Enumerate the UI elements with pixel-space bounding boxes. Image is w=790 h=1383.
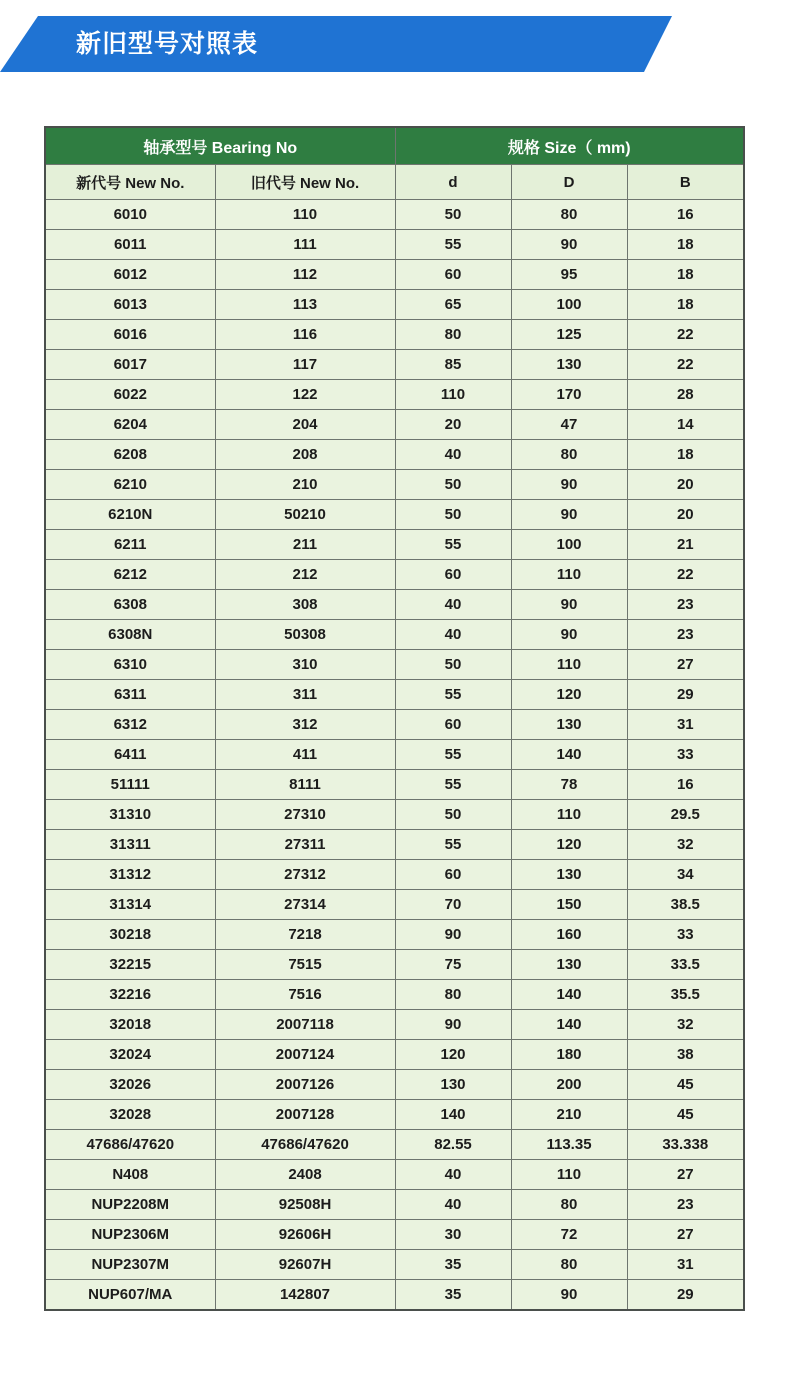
cell-d: 120	[395, 1040, 511, 1070]
cell-D: 90	[511, 230, 627, 260]
cell-B: 22	[627, 560, 744, 590]
cell-old-no: 92607H	[215, 1250, 395, 1280]
cell-D: 200	[511, 1070, 627, 1100]
cell-D: 95	[511, 260, 627, 290]
cell-new-no: 31310	[45, 800, 215, 830]
cell-B: 38	[627, 1040, 744, 1070]
cell-B: 16	[627, 770, 744, 800]
cell-d: 140	[395, 1100, 511, 1130]
cell-new-no: 6011	[45, 230, 215, 260]
cell-old-no: 204	[215, 410, 395, 440]
table-row	[45, 1040, 744, 1070]
table-row	[45, 740, 744, 770]
table-row	[45, 800, 744, 830]
cell-old-no: 2007118	[215, 1010, 395, 1040]
header-old-no: 旧代号 New No.	[215, 165, 395, 200]
cell-d: 55	[395, 230, 511, 260]
cell-new-no: 6310	[45, 650, 215, 680]
cell-old-no: 411	[215, 740, 395, 770]
table-row	[45, 1280, 744, 1311]
cell-new-no: 32018	[45, 1010, 215, 1040]
cell-new-no: 32024	[45, 1040, 215, 1070]
cell-B: 14	[627, 410, 744, 440]
table-row	[45, 830, 744, 860]
bearing-comparison-table	[44, 126, 745, 1311]
cell-new-no: 32216	[45, 980, 215, 1010]
cell-d: 40	[395, 440, 511, 470]
cell-D: 90	[511, 500, 627, 530]
cell-B: 32	[627, 1010, 744, 1040]
cell-B: 18	[627, 260, 744, 290]
cell-new-no: 6211	[45, 530, 215, 560]
cell-B: 22	[627, 350, 744, 380]
cell-B: 29.5	[627, 800, 744, 830]
cell-B: 18	[627, 290, 744, 320]
table-row	[45, 1100, 744, 1130]
table-row	[45, 860, 744, 890]
table-row	[45, 1070, 744, 1100]
cell-d: 80	[395, 980, 511, 1010]
cell-new-no: 6308	[45, 590, 215, 620]
cell-old-no: 117	[215, 350, 395, 380]
group-header-row	[45, 127, 744, 165]
table-body	[45, 200, 744, 1311]
cell-B: 34	[627, 860, 744, 890]
table-row	[45, 770, 744, 800]
cell-B: 38.5	[627, 890, 744, 920]
cell-d: 30	[395, 1220, 511, 1250]
cell-B: 23	[627, 1190, 744, 1220]
cell-old-no: 2007124	[215, 1040, 395, 1070]
cell-d: 65	[395, 290, 511, 320]
cell-old-no: 7516	[215, 980, 395, 1010]
cell-D: 90	[511, 590, 627, 620]
cell-d: 40	[395, 590, 511, 620]
cell-d: 50	[395, 500, 511, 530]
cell-D: 210	[511, 1100, 627, 1130]
cell-old-no: 212	[215, 560, 395, 590]
cell-old-no: 2007126	[215, 1070, 395, 1100]
cell-d: 50	[395, 470, 511, 500]
cell-old-no: 211	[215, 530, 395, 560]
table-row	[45, 200, 744, 230]
table-row	[45, 260, 744, 290]
cell-d: 40	[395, 620, 511, 650]
cell-B: 23	[627, 620, 744, 650]
cell-B: 28	[627, 380, 744, 410]
cell-new-no: 51111	[45, 770, 215, 800]
cell-old-no: 7515	[215, 950, 395, 980]
cell-D: 125	[511, 320, 627, 350]
cell-old-no: 50308	[215, 620, 395, 650]
cell-new-no: NUP607/MA	[45, 1280, 215, 1311]
header-bearing-no: 轴承型号 Bearing No	[45, 127, 395, 165]
cell-old-no: 312	[215, 710, 395, 740]
cell-new-no: 6022	[45, 380, 215, 410]
cell-B: 27	[627, 650, 744, 680]
header-d: d	[395, 165, 511, 200]
cell-D: 120	[511, 680, 627, 710]
cell-d: 70	[395, 890, 511, 920]
cell-B: 22	[627, 320, 744, 350]
cell-d: 55	[395, 740, 511, 770]
table-row	[45, 560, 744, 590]
cell-new-no: 6411	[45, 740, 215, 770]
table-row	[45, 890, 744, 920]
cell-old-no: 142807	[215, 1280, 395, 1311]
table-row	[45, 650, 744, 680]
cell-new-no: 6312	[45, 710, 215, 740]
cell-D: 47	[511, 410, 627, 440]
cell-D: 140	[511, 740, 627, 770]
cell-d: 35	[395, 1250, 511, 1280]
cell-D: 130	[511, 350, 627, 380]
table-row	[45, 410, 744, 440]
cell-d: 40	[395, 1190, 511, 1220]
cell-old-no: 210	[215, 470, 395, 500]
cell-d: 20	[395, 410, 511, 440]
cell-new-no: N408	[45, 1160, 215, 1190]
table-row	[45, 620, 744, 650]
cell-d: 130	[395, 1070, 511, 1100]
cell-D: 72	[511, 1220, 627, 1250]
cell-B: 33.5	[627, 950, 744, 980]
cell-new-no: 31312	[45, 860, 215, 890]
cell-d: 80	[395, 320, 511, 350]
cell-B: 27	[627, 1220, 744, 1250]
cell-new-no: 6210	[45, 470, 215, 500]
cell-new-no: 6017	[45, 350, 215, 380]
cell-old-no: 113	[215, 290, 395, 320]
table-row	[45, 590, 744, 620]
cell-old-no: 122	[215, 380, 395, 410]
cell-D: 90	[511, 620, 627, 650]
cell-d: 50	[395, 650, 511, 680]
cell-old-no: 8111	[215, 770, 395, 800]
cell-new-no: 6311	[45, 680, 215, 710]
cell-d: 60	[395, 260, 511, 290]
cell-old-no: 47686/47620	[215, 1130, 395, 1160]
cell-B: 31	[627, 710, 744, 740]
cell-B: 21	[627, 530, 744, 560]
cell-new-no: 6012	[45, 260, 215, 290]
cell-old-no: 7218	[215, 920, 395, 950]
cell-D: 140	[511, 980, 627, 1010]
cell-d: 85	[395, 350, 511, 380]
table-row	[45, 1220, 744, 1250]
cell-B: 23	[627, 590, 744, 620]
cell-new-no: 6013	[45, 290, 215, 320]
table-row	[45, 1160, 744, 1190]
cell-D: 100	[511, 290, 627, 320]
cell-B: 18	[627, 440, 744, 470]
table-row	[45, 380, 744, 410]
cell-d: 60	[395, 710, 511, 740]
cell-old-no: 111	[215, 230, 395, 260]
table-row	[45, 920, 744, 950]
cell-D: 80	[511, 200, 627, 230]
table-row	[45, 680, 744, 710]
cell-old-no: 116	[215, 320, 395, 350]
cell-new-no: 6010	[45, 200, 215, 230]
cell-old-no: 27312	[215, 860, 395, 890]
cell-new-no: 47686/47620	[45, 1130, 215, 1160]
cell-B: 29	[627, 680, 744, 710]
cell-new-no: 6208	[45, 440, 215, 470]
cell-B: 29	[627, 1280, 744, 1311]
cell-D: 120	[511, 830, 627, 860]
cell-D: 80	[511, 440, 627, 470]
cell-d: 110	[395, 380, 511, 410]
cell-new-no: NUP2306M	[45, 1220, 215, 1250]
cell-d: 55	[395, 830, 511, 860]
cell-new-no: 32028	[45, 1100, 215, 1130]
cell-old-no: 92508H	[215, 1190, 395, 1220]
cell-d: 55	[395, 770, 511, 800]
cell-D: 130	[511, 860, 627, 890]
cell-new-no: 32215	[45, 950, 215, 980]
cell-D: 100	[511, 530, 627, 560]
cell-old-no: 27311	[215, 830, 395, 860]
cell-D: 80	[511, 1190, 627, 1220]
cell-B: 18	[627, 230, 744, 260]
cell-D: 180	[511, 1040, 627, 1070]
cell-new-no: 6308N	[45, 620, 215, 650]
cell-old-no: 311	[215, 680, 395, 710]
bearing-comparison-table-container	[44, 126, 743, 1311]
header-size: 规格 Size（ mm)	[395, 127, 744, 165]
cell-old-no: 310	[215, 650, 395, 680]
cell-d: 82.55	[395, 1130, 511, 1160]
table-row	[45, 1250, 744, 1280]
cell-B: 31	[627, 1250, 744, 1280]
header-B: B	[627, 165, 744, 200]
cell-new-no: NUP2208M	[45, 1190, 215, 1220]
cell-D: 160	[511, 920, 627, 950]
cell-old-no: 27314	[215, 890, 395, 920]
cell-old-no: 110	[215, 200, 395, 230]
table-row	[45, 950, 744, 980]
cell-old-no: 2007128	[215, 1100, 395, 1130]
cell-B: 33	[627, 920, 744, 950]
cell-B: 33	[627, 740, 744, 770]
table-row	[45, 1190, 744, 1220]
table-row	[45, 290, 744, 320]
cell-old-no: 50210	[215, 500, 395, 530]
cell-old-no: 208	[215, 440, 395, 470]
cell-d: 90	[395, 920, 511, 950]
cell-B: 20	[627, 500, 744, 530]
cell-new-no: 31311	[45, 830, 215, 860]
cell-D: 80	[511, 1250, 627, 1280]
cell-D: 130	[511, 950, 627, 980]
table-row	[45, 980, 744, 1010]
cell-B: 20	[627, 470, 744, 500]
cell-new-no: 6204	[45, 410, 215, 440]
cell-D: 110	[511, 650, 627, 680]
cell-B: 45	[627, 1100, 744, 1130]
cell-D: 113.35	[511, 1130, 627, 1160]
cell-D: 150	[511, 890, 627, 920]
cell-new-no: 32026	[45, 1070, 215, 1100]
cell-D: 170	[511, 380, 627, 410]
table-row	[45, 320, 744, 350]
table-row	[45, 230, 744, 260]
cell-D: 130	[511, 710, 627, 740]
cell-D: 110	[511, 560, 627, 590]
cell-old-no: 2408	[215, 1160, 395, 1190]
cell-old-no: 92606H	[215, 1220, 395, 1250]
cell-new-no: 6212	[45, 560, 215, 590]
cell-D: 110	[511, 1160, 627, 1190]
cell-d: 60	[395, 560, 511, 590]
table-row	[45, 1010, 744, 1040]
cell-d: 50	[395, 800, 511, 830]
cell-d: 75	[395, 950, 511, 980]
cell-B: 45	[627, 1070, 744, 1100]
cell-d: 35	[395, 1280, 511, 1311]
cell-D: 140	[511, 1010, 627, 1040]
cell-new-no: 31314	[45, 890, 215, 920]
table-row	[45, 530, 744, 560]
cell-d: 90	[395, 1010, 511, 1040]
cell-D: 90	[511, 1280, 627, 1311]
cell-B: 33.338	[627, 1130, 744, 1160]
table-row	[45, 470, 744, 500]
table-row	[45, 350, 744, 380]
cell-new-no: 30218	[45, 920, 215, 950]
cell-B: 27	[627, 1160, 744, 1190]
cell-new-no: 6016	[45, 320, 215, 350]
table-row	[45, 1130, 744, 1160]
cell-new-no: 6210N	[45, 500, 215, 530]
cell-new-no: NUP2307M	[45, 1250, 215, 1280]
cell-d: 55	[395, 680, 511, 710]
cell-B: 35.5	[627, 980, 744, 1010]
table-row	[45, 500, 744, 530]
header-D: D	[511, 165, 627, 200]
cell-D: 78	[511, 770, 627, 800]
cell-old-no: 27310	[215, 800, 395, 830]
cell-D: 110	[511, 800, 627, 830]
header-new-no: 新代号 New No.	[45, 165, 215, 200]
cell-d: 50	[395, 200, 511, 230]
table-row	[45, 440, 744, 470]
cell-D: 90	[511, 470, 627, 500]
cell-d: 40	[395, 1160, 511, 1190]
cell-B: 32	[627, 830, 744, 860]
page-title: 新旧型号对照表	[76, 30, 259, 58]
column-header-row	[45, 165, 744, 200]
cell-old-no: 308	[215, 590, 395, 620]
cell-d: 55	[395, 530, 511, 560]
table-row	[45, 710, 744, 740]
cell-old-no: 112	[215, 260, 395, 290]
cell-B: 16	[627, 200, 744, 230]
cell-d: 60	[395, 860, 511, 890]
